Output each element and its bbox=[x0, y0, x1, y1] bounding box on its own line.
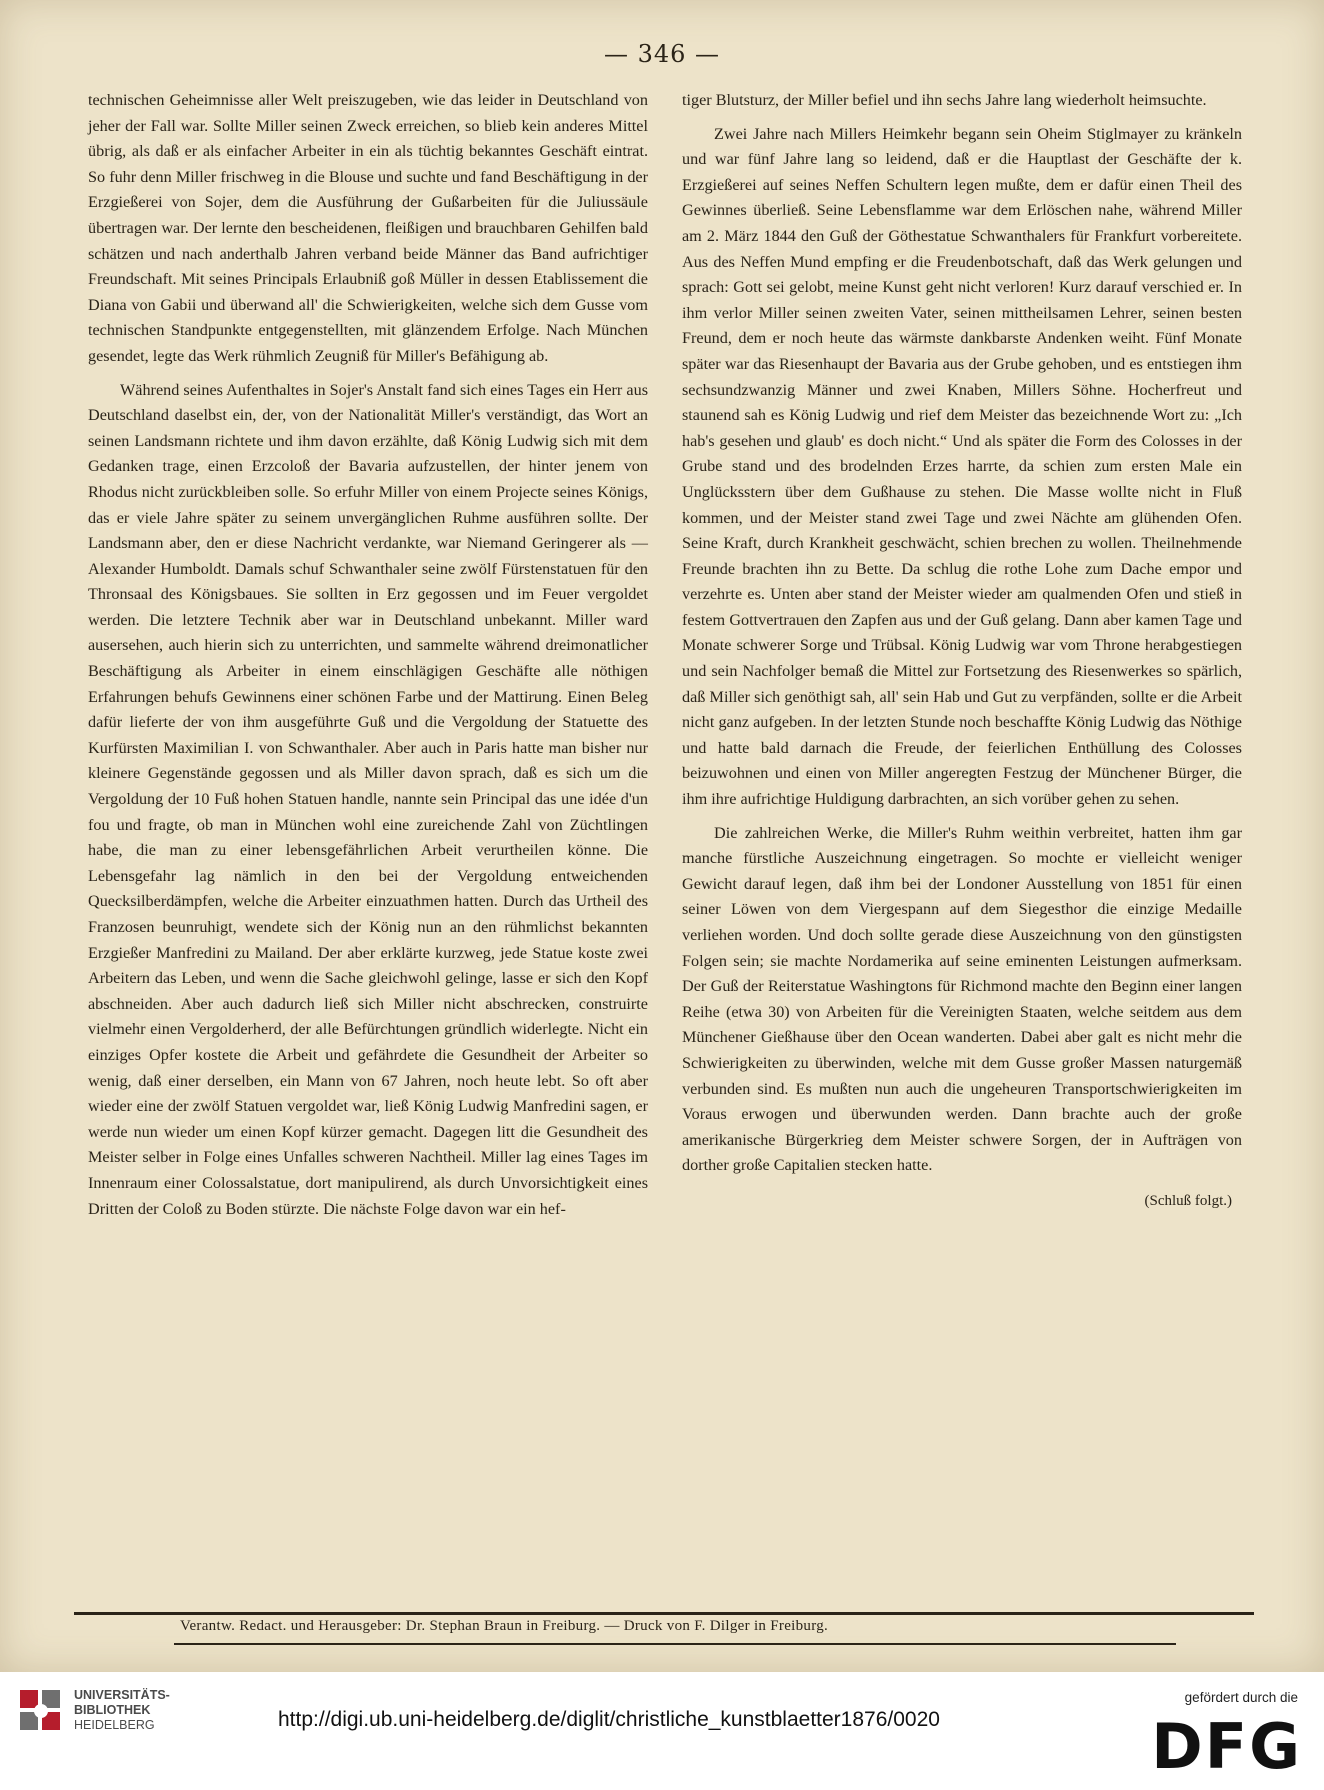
paragraph: tiger Blutsturz, der Miller befiel und ihn sechs Jahre lang wiederholt heimsuchte. bbox=[682, 91, 1207, 109]
page-number: — 346 — bbox=[603, 40, 721, 68]
funding-caption: gefördert durch die bbox=[1184, 1690, 1298, 1705]
imprint-line: Verantw. Redact. und Herausgeber: Dr. Stephan Braun in Freiburg. — Druck von F. Dilger in Freiburg. bbox=[180, 1618, 829, 1634]
library-name-line: UNIVERSITÄTS- bbox=[74, 1688, 170, 1702]
paragraph: Zwei Jahre nach Millers Heimkehr begann sein Oheim Stiglmayer zu kränkeln und war fünf Jahre lang so leidend, daß er die Hauptlast der Geschäfte der k. Erzgießerei auf seines Neffen Schultern legen mußte, dem er dafür einen Theil des Gewinnes überließ. Seine Lebensflamme war dem Erlöschen nahe, während Miller am 2. März 1844 den Guß der Göthestatue Schwanthalers für Frankfurt vorbereitete. Aus des Neffen Mund empfing er die Freudenbotschaft, daß das Werk gelungen und sprach: Gott sei gelobt, meine Kunst geht nicht verloren! Kurz darauf verschied er. In ihm verlor Miller seinen zweiten Vater, seinen mittheilsamen Lehrer, seinen besten Freund, dem er noch heute das wärmste dankbarste Andenken weiht. Fünf Monate später war das Riesenhaupt der Bavaria aus der Grube gehoben, und es entstiegen ihm sechsundzwanzig Männer und zwei Knaben, Millers Söhne. Hocherfreut und staunend sah es König Ludwig und rief dem Meister das bezeichnende Wort zu: „Ich hab's gesehen und glaub' es doch nicht.“ Und als später die Form des Colosses in der Grube stand und des brodelnden Erzes harrte, da schien zum ersten Male ein Unglücksstern über dem Gußhause zu stehen. Die Masse wollte nicht in Fluß kommen, und der Meister stand zwei Tage und zwei Nächte am glühenden Ofen. Seine Kraft, durch Krankheit geschwächt, schien brechen zu wollen. Theilnehmende Freunde brachten ihn zu Bette. Da schlug die rothe Lohe zum Dache empor und verzehrte es. Unten aber stand der Meister wieder am qualmenden Ofen und stieß in festem Gottvertrauen den Zapfen aus und der Guß gelang. Dann aber kamen Tage und Monate schwerer Sorge und Trübsal. König Ludwig war vom Throne herabgestiegen und sein Nachfolger bemaß die Mittel zur Fortsetzung des Riesenwerkes so spärlich, daß Miller sich genöthigt sah, all' sein Hab und Gut zu verpfänden, sollte er die Arbeit nicht ganz aufgeben. In der letzten Stunde noch beschaffte König Ludwig das Nöthige und hatte bald darnach die Freude, der feierlichen Enthüllung des Colosses beizuwohnen und einen von Miller angeregten Festzug der Münchener Bürger, die ihm ihre aufrichtige Huldigung darbrachten, an sich vorüber gehen zu sehen. bbox=[682, 124, 1242, 809]
text-column-right bbox=[682, 88, 1242, 1215]
library-name-line: HEIDELBERG bbox=[74, 1718, 155, 1732]
university-library-logo-icon bbox=[16, 1686, 66, 1736]
viewer-footer bbox=[0, 1672, 1324, 1790]
divider bbox=[74, 1612, 1254, 1615]
library-name-line: BIBLIOTHEK bbox=[74, 1703, 151, 1717]
dfg-logo: DFG bbox=[1151, 1710, 1302, 1783]
permalink-url[interactable]: http://digi.ub.uni-heidelberg.de/diglit/christliche_kunstblaetter1876/0020 bbox=[278, 1708, 940, 1731]
divider bbox=[174, 1643, 1176, 1645]
text-column-left bbox=[88, 88, 648, 1222]
paragraph: Die zahlreichen Werke, die Miller's Ruhm weithin verbreitet, hatten ihm gar manche fürstliche Auszeichnung eingetragen. So mochte er vielleicht weniger Gewicht darauf legen, daß ihm bei der Londoner Ausstellung von 1851 für einen seiner Löwen von dem Viergespann auf dem Siegesthor die einzige Medaille verliehen worden. Und doch sollte gerade diese Auszeichnung von den günstigsten Folgen sein; sie machte Nordamerika auf seine eminenten Leistungen aufmerksam. Der Guß der Reiterstatue Washingtons für Richmond machte den Beginn einer langen Reihe (etwa 30) von Arbeiten für die Vereinigten Staaten, welche seitdem aus dem Münchener Gießhause über den Ocean wanderten. Dabei aber galt es nicht mehr die Schwierigkeiten zu überwinden, welche mit dem Gusse großer Massen naturgemäß verbunden sind. Es mußten nun auch die ungeheuren Transportschwierigkeiten im Voraus erwogen und überwunden werden. Dann brachte auch der große amerikanische Bürgerkrieg dem Meister schwere Sorgen, der in Aufträgen von dorther große Capitalien stecken hatte. bbox=[682, 823, 1242, 1175]
paragraph: technischen Geheimnisse aller Welt preiszugeben, wie das leider in Deutschland von jeher der Fall war. Sollte Miller seinen Zweck erreichen, so blieb kein anderes Mittel übrig, als daß er als einfacher Arbeiter in ein als tüchtig bekanntes Geschäft eintrat. So fuhr denn Miller frischweg in die Blouse und suchte und fand Beschäftigung in der Erzgießerei von Sojer, dem die Ausführung der Gußarbeiten für die Juliussäule übertragen war. Der lernte den bescheidenen, fleißigen und brauchbaren Gehilfen bald schätzen und nach anderthalb Jahren verband beide Männer das Band aufrichtiger Freundschaft. Mit seines Principals Erlaubniß goß Müller in dessen Etablissement die Diana von Gabii und überwand all' die Schwierigkeiten, welche sich dem Gusse vom technischen Standpunkte entgegenstellten, mit glänzendem Erfolge. Nach München gesendet, legte das Werk rühmlich Zeugniß für Miller's Befähigung ab. bbox=[88, 91, 648, 365]
library-name bbox=[74, 1688, 170, 1733]
continued-note: (Schluß folgt.) bbox=[1144, 1192, 1232, 1209]
paragraph: Während seines Aufenthaltes in Sojer's Anstalt fand sich eines Tages ein Herr aus Deutschland daselbst ein, der, von der Nationalität Miller's verständigt, das Wort an seinen Landsmann richtete und ihm davon erzählte, daß König Ludwig sich mit dem Gedanken trage, einen Erzcoloß der Bavaria aufzustellen, der hinter jenem von Rhodus nicht zurückbleiben solle. So erfuhr Miller von einem Projecte seines Königs, das er viele Jahre später zu seinem unvergänglichen Ruhme ausführen sollte. Der Landsmann aber, den er diese Nachricht verdankte, war Niemand Geringerer als — Alexander Humboldt. Damals schuf Schwanthaler seine zwölf Fürstenstatuen für den Thronsaal des Königsbaues. Sie sollten in Erz gegossen und im Feuer vergoldet werden. Die letztere Technik aber war in Deutschland unbekannt. Miller ward ausersehen, auch hierin sich zu unterrichten, und sammelte während dreimonatlicher Beschäftigung als Arbeiter in einem einschlägigen Geschäfte alle nöthigen Erfahrungen behufs Gewinnens einer schönen Farbe und der Mattirung. Einen Beleg dafür lieferte der von ihm ausgeführte Guß und die Vergoldung der Statuette des Kurfürsten Maximilian I. von Schwanthaler. Aber auch in Paris hatte man bisher nur kleinere Gegenstände gegossen und als Miller davon sprach, daß es sich um die Vergoldung der 10 Fuß hohen Statuen handle, nannte sein Principal das une idée d'un fou und fragte, ob man in München wohl eine zureichende Zahl von Züchtlingen habe, die man zu einer lebensgefährlichen Arbeit verurtheilen könne. Die Lebensgefahr lag nämlich in den bei der Vergoldung entweichenden Quecksilberdämpfen, welche die Arbeiter einzuathmen hatten. Durch das Urtheil des Franzosen beunruhigt, wendete sich der König nun an den rühmlichst bekannten Erzgießer Manfredini zu Mailand. Der aber erklärte kurzweg, jede Statue koste zwei Arbeitern das Leben, und wenn die Sache gleichwohl gelinge, lasse er sich den Kopf abschneiden. Aber auch dadurch ließ sich Miller nicht abschrecken, construirte vielmehr einen Vergolderherd, der alle Befürchtungen gründlich widerlegte. Nicht ein einziges Opfer kostete die Arbeit und gefährdete die Gesundheit der Arbeiter so wenig, daß einer derselben, ein Mann von 67 Jahren, noch heute lebt. So oft aber wieder eine der zwölf Statuen vergoldet war, ließ König Ludwig Manfredini sagen, er werde nun wieder um einen Kopf kürzer gemacht. Dagegen litt die Gesundheit des Meister selber in Folge eines Unfalles schweren Nachtheil. Miller lag eines Tages im Innenraum einer Colossalstatue, dort manipulirend, als durch Unvorsichtigkeit eines Dritten der Coloß zu Boden stürzte. Die nächste Folge davon war ein hef- bbox=[88, 380, 648, 1218]
